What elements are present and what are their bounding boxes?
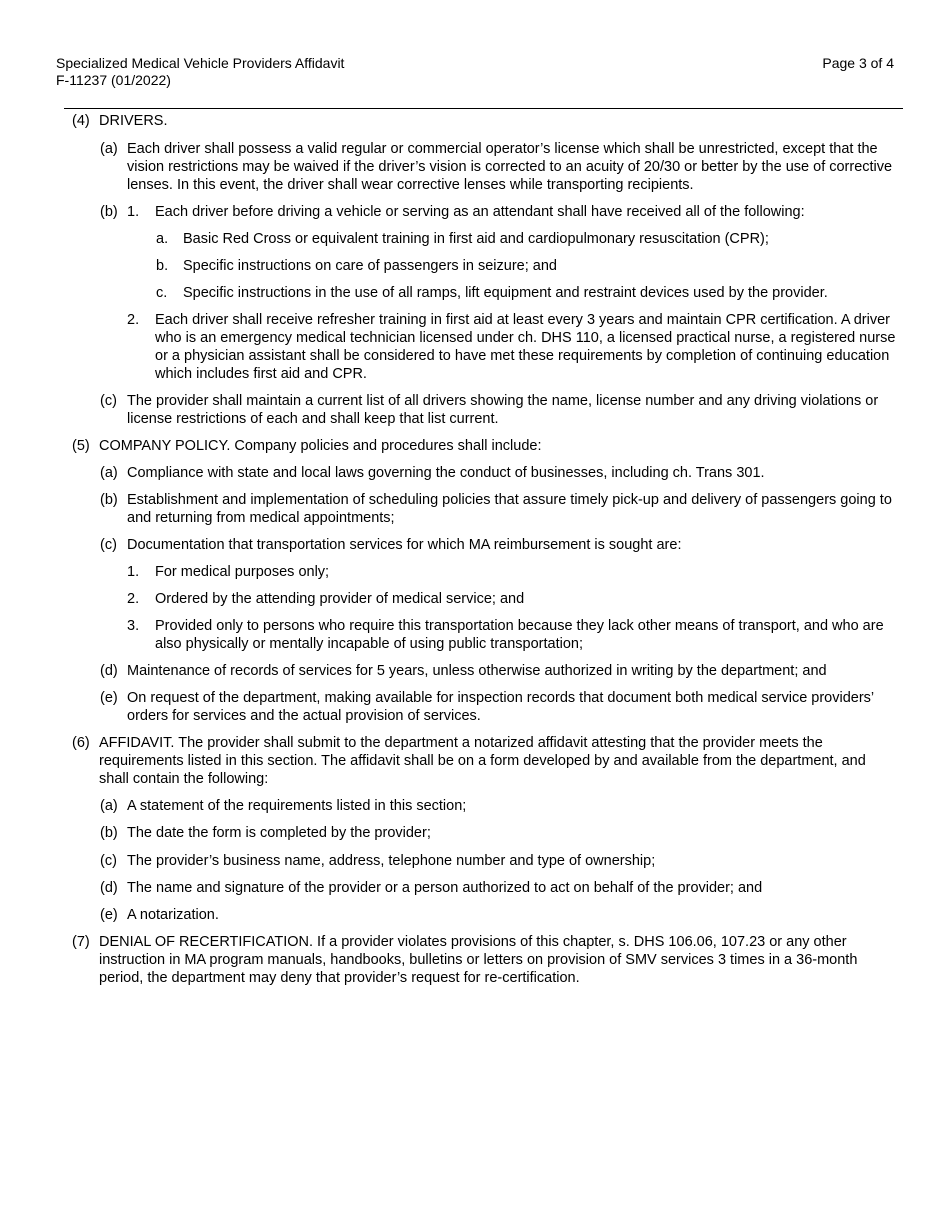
item-label: (d) bbox=[100, 880, 118, 896]
subsubitem-letter: a. bbox=[156, 231, 169, 247]
subitem-number: 2. bbox=[127, 591, 140, 607]
subitem-number: 3. bbox=[127, 618, 140, 634]
section-number: (5) bbox=[72, 438, 90, 454]
item-label: (e) bbox=[100, 907, 118, 923]
subitem-text: Each driver shall receive refresher training in first aid at least every 3 years and maintain CPR certification. A driver who is an emergency medical technician licensed under ch. DHS 110, a licensed practical nurse, a registered nurse or a physician assistant shall be considered to have met these requirements by completion of continuing education which includes first aid and CPR. bbox=[155, 312, 896, 382]
section-number: (7) bbox=[72, 934, 90, 950]
form-number: F-11237 (01/2022) bbox=[56, 72, 171, 88]
item-label: (e) bbox=[100, 690, 118, 706]
section-text: AFFIDAVIT. The provider shall submit to the department a notarized affidavit attesting that the provider meets the requirements listed in this section. The affidavit shall be on a form developed by and available from the department, and shall contain the following: bbox=[99, 735, 866, 787]
subsubitem-text: Specific instructions on care of passengers in seizure; and bbox=[183, 258, 557, 274]
item-label: (a) bbox=[100, 141, 118, 157]
item-text: Establishment and implementation of scheduling policies that assure timely pick-up and delivery of passengers going to and returning from medical appointments; bbox=[127, 492, 892, 526]
item-label: (c) bbox=[100, 853, 117, 869]
subitem-number: 2. bbox=[127, 312, 140, 328]
section-number: (6) bbox=[72, 735, 90, 751]
subitem-number: 1. bbox=[127, 564, 140, 580]
item-text: Documentation that transportation services for which MA reimbursement is sought are: bbox=[127, 537, 682, 553]
item-label: (b) bbox=[100, 204, 118, 220]
subitem-text: Provided only to persons who require this transportation because they lack other means of transport, and who are also physically or mentally incapable of using public transportation; bbox=[155, 618, 884, 652]
subsubitem-letter: b. bbox=[156, 258, 169, 274]
item-text: A notarization. bbox=[127, 907, 219, 923]
item-label: (d) bbox=[100, 663, 118, 679]
subsubitem-letter: c. bbox=[156, 285, 168, 301]
item-text: The provider shall maintain a current list of all drivers showing the name, license number and any driving violations or license restrictions of each and shall keep that list current. bbox=[127, 393, 879, 427]
subsubitem-text: Basic Red Cross or equivalent training in first aid and cardiopulmonary resuscitation (CPR); bbox=[183, 231, 769, 247]
item-label: (a) bbox=[100, 465, 118, 481]
item-text: A statement of the requirements listed in this section; bbox=[127, 798, 467, 814]
form-title: Specialized Medical Vehicle Providers Affidavit bbox=[56, 55, 345, 71]
item-label: (c) bbox=[100, 393, 117, 409]
item-text: The provider’s business name, address, telephone number and type of ownership; bbox=[127, 853, 656, 869]
item-label: (a) bbox=[100, 798, 118, 814]
section-text: COMPANY POLICY. Company policies and procedures shall include: bbox=[99, 438, 542, 454]
subitem-text: For medical purposes only; bbox=[155, 564, 330, 580]
item-label: (c) bbox=[100, 537, 117, 553]
header-left bbox=[56, 55, 344, 89]
item-text: The date the form is completed by the provider; bbox=[127, 825, 431, 841]
subitem-text: Ordered by the attending provider of medical service; and bbox=[155, 591, 525, 607]
item-text: The name and signature of the provider or a person authorized to act on behalf of the provider; and bbox=[127, 880, 763, 896]
subitem-number: 1. bbox=[127, 204, 140, 220]
item-text: Maintenance of records of services for 5 years, unless otherwise authorized in writing by the department; and bbox=[127, 663, 827, 679]
subitem-text: Each driver before driving a vehicle or serving as an attendant shall have received all of the following: bbox=[155, 204, 805, 220]
section-text: DRIVERS. bbox=[99, 113, 168, 129]
item-label: (b) bbox=[100, 825, 118, 841]
subsubitem-text: Specific instructions in the use of all ramps, lift equipment and restraint devices used by the provider. bbox=[183, 285, 828, 301]
page-indicator: Page 3 of 4 bbox=[822, 55, 894, 71]
item-text: Each driver shall possess a valid regular or commercial operator’s license which shall be unrestricted, except that the vision restrictions may be waived if the driver’s vision is corrected to an acuity of 20/30 or better by the use of corrective lenses. In this event, the driver shall wear corrective lenses while transporting recipients. bbox=[127, 141, 893, 193]
item-text: Compliance with state and local laws governing the conduct of businesses, including ch. Trans 301. bbox=[127, 465, 765, 481]
section-text: DENIAL OF RECERTIFICATION. If a provider violates provisions of this chapter, s. DHS 106.06, 107.23 or any other instruction in MA program manuals, handbooks, bulletins or letters on provision of SMV services 3 times in a 36-month period, the department may deny that provider’s request for re-certification. bbox=[99, 934, 858, 986]
section-number: (4) bbox=[72, 113, 90, 129]
item-label: (b) bbox=[100, 492, 118, 508]
header-divider bbox=[64, 108, 903, 109]
item-text: On request of the department, making available for inspection records that document both medical service providers’ orders for services and the actual provision of services. bbox=[127, 690, 874, 724]
